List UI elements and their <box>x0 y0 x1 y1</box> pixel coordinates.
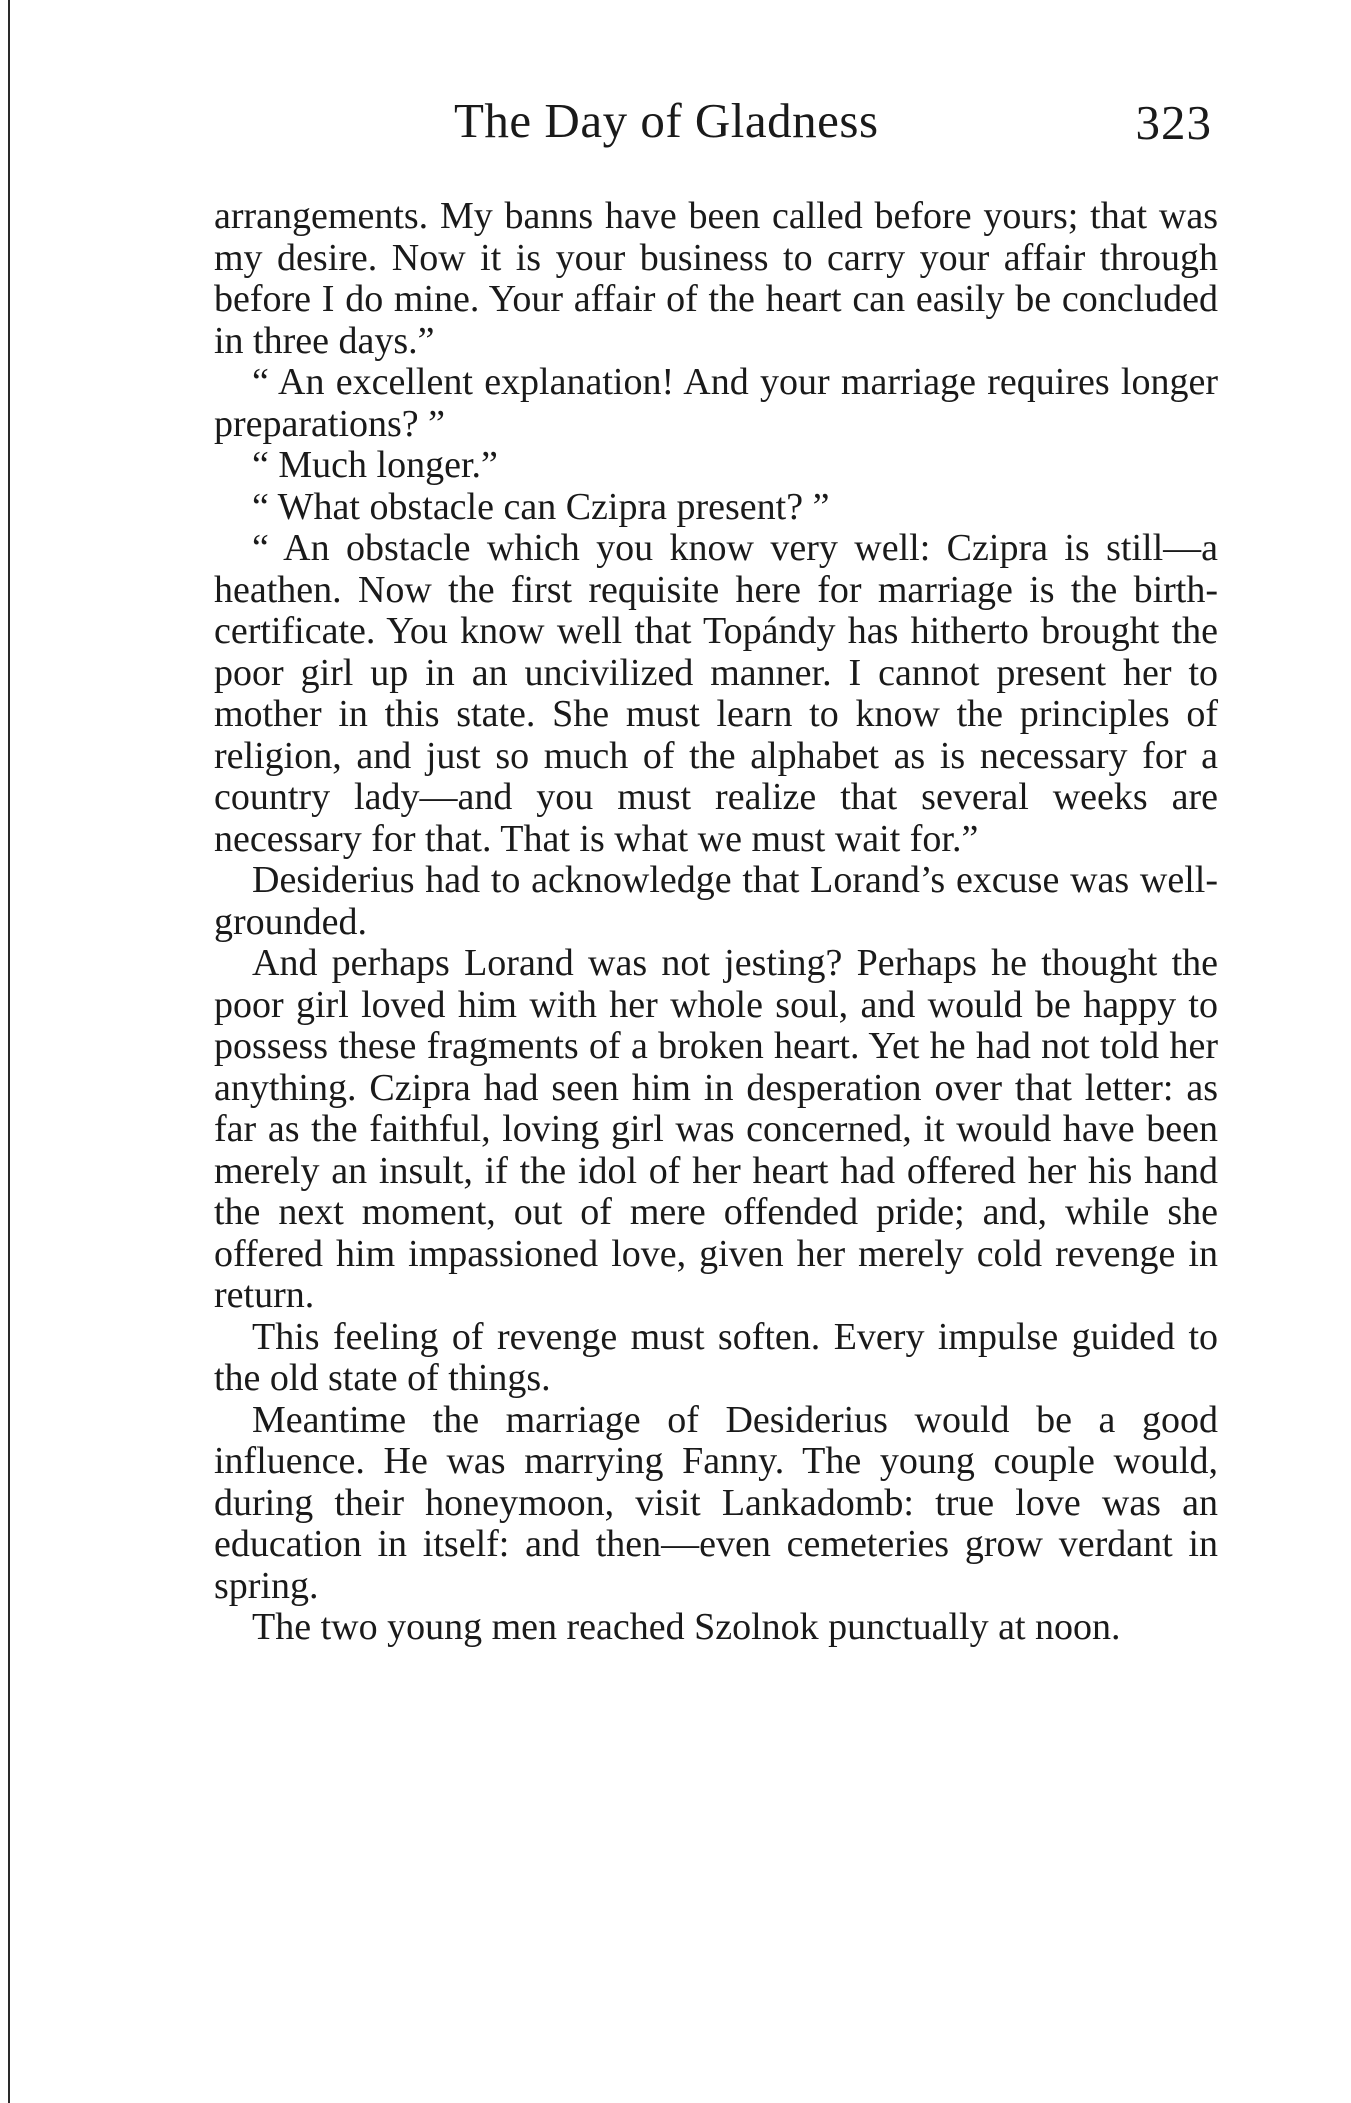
paragraph-6: Desiderius had to acknowledge that Lorand’s excuse was well-grounded. <box>214 859 1218 943</box>
paragraph-1: arrangements. My banns have been called before yours; that was my desire. Now it is your business to carry your affair through before I do mine. Your affair of the heart can easily be concluded in three days.” <box>214 195 1218 362</box>
paragraph-7: And perhaps Lorand was not jesting? Perhaps he thought the poor girl loved him with her whole soul, and would be happy to possess these fragments of a broken heart. Yet he had not told her anything. Czipra had seen him in desperation over that letter: as far as the faithful, loving girl was concerned, it would have been merely an insult, if the idol of her heart had offered her his hand the next moment, out of mere offended pride; and, while she offered him impassioned love, given her merely cold revenge in return. <box>214 942 1218 1316</box>
paragraph-8: This feeling of revenge must soften. Every impulse guided to the old state of things. <box>214 1315 1218 1399</box>
paragraph-5: “ An obstacle which you know very well: Czipra is still—a heathen. Now the first requisite here for marriage is the birth-certificate. You know well that Topándy has hitherto brought the poor girl up in an uncivilized manner. I cannot present her to mother in this state. She must learn to know the principles of religion, and just so much of the alphabet as is necessary for a country lady—and you must realize that several weeks are necessary for that. That is what we must wait for.” <box>214 527 1218 860</box>
running-header <box>214 92 1216 156</box>
paragraph-2: “ An excellent explanation! And your marriage requires longer preparations? ” <box>214 361 1218 445</box>
running-title: The Day of Gladness <box>454 93 879 148</box>
body-text <box>214 196 1218 1649</box>
paragraph-10: The two young men reached Szolnok punctually at noon. <box>252 1606 1121 1648</box>
page-gutter-line <box>8 0 10 2103</box>
paragraph-3: “ Much longer.” <box>252 444 498 486</box>
page-number: 323 <box>1135 95 1212 150</box>
paragraph-4: “ What obstacle can Czipra present? ” <box>252 485 830 528</box>
paragraph-9: Meantime the marriage of Desiderius would be a good influence. He was marrying Fanny. The young couple would, during their honeymoon, visit Lankadomb: true love was an education in itself: and then—even cemeteries grow verdant in spring. <box>214 1398 1218 1607</box>
